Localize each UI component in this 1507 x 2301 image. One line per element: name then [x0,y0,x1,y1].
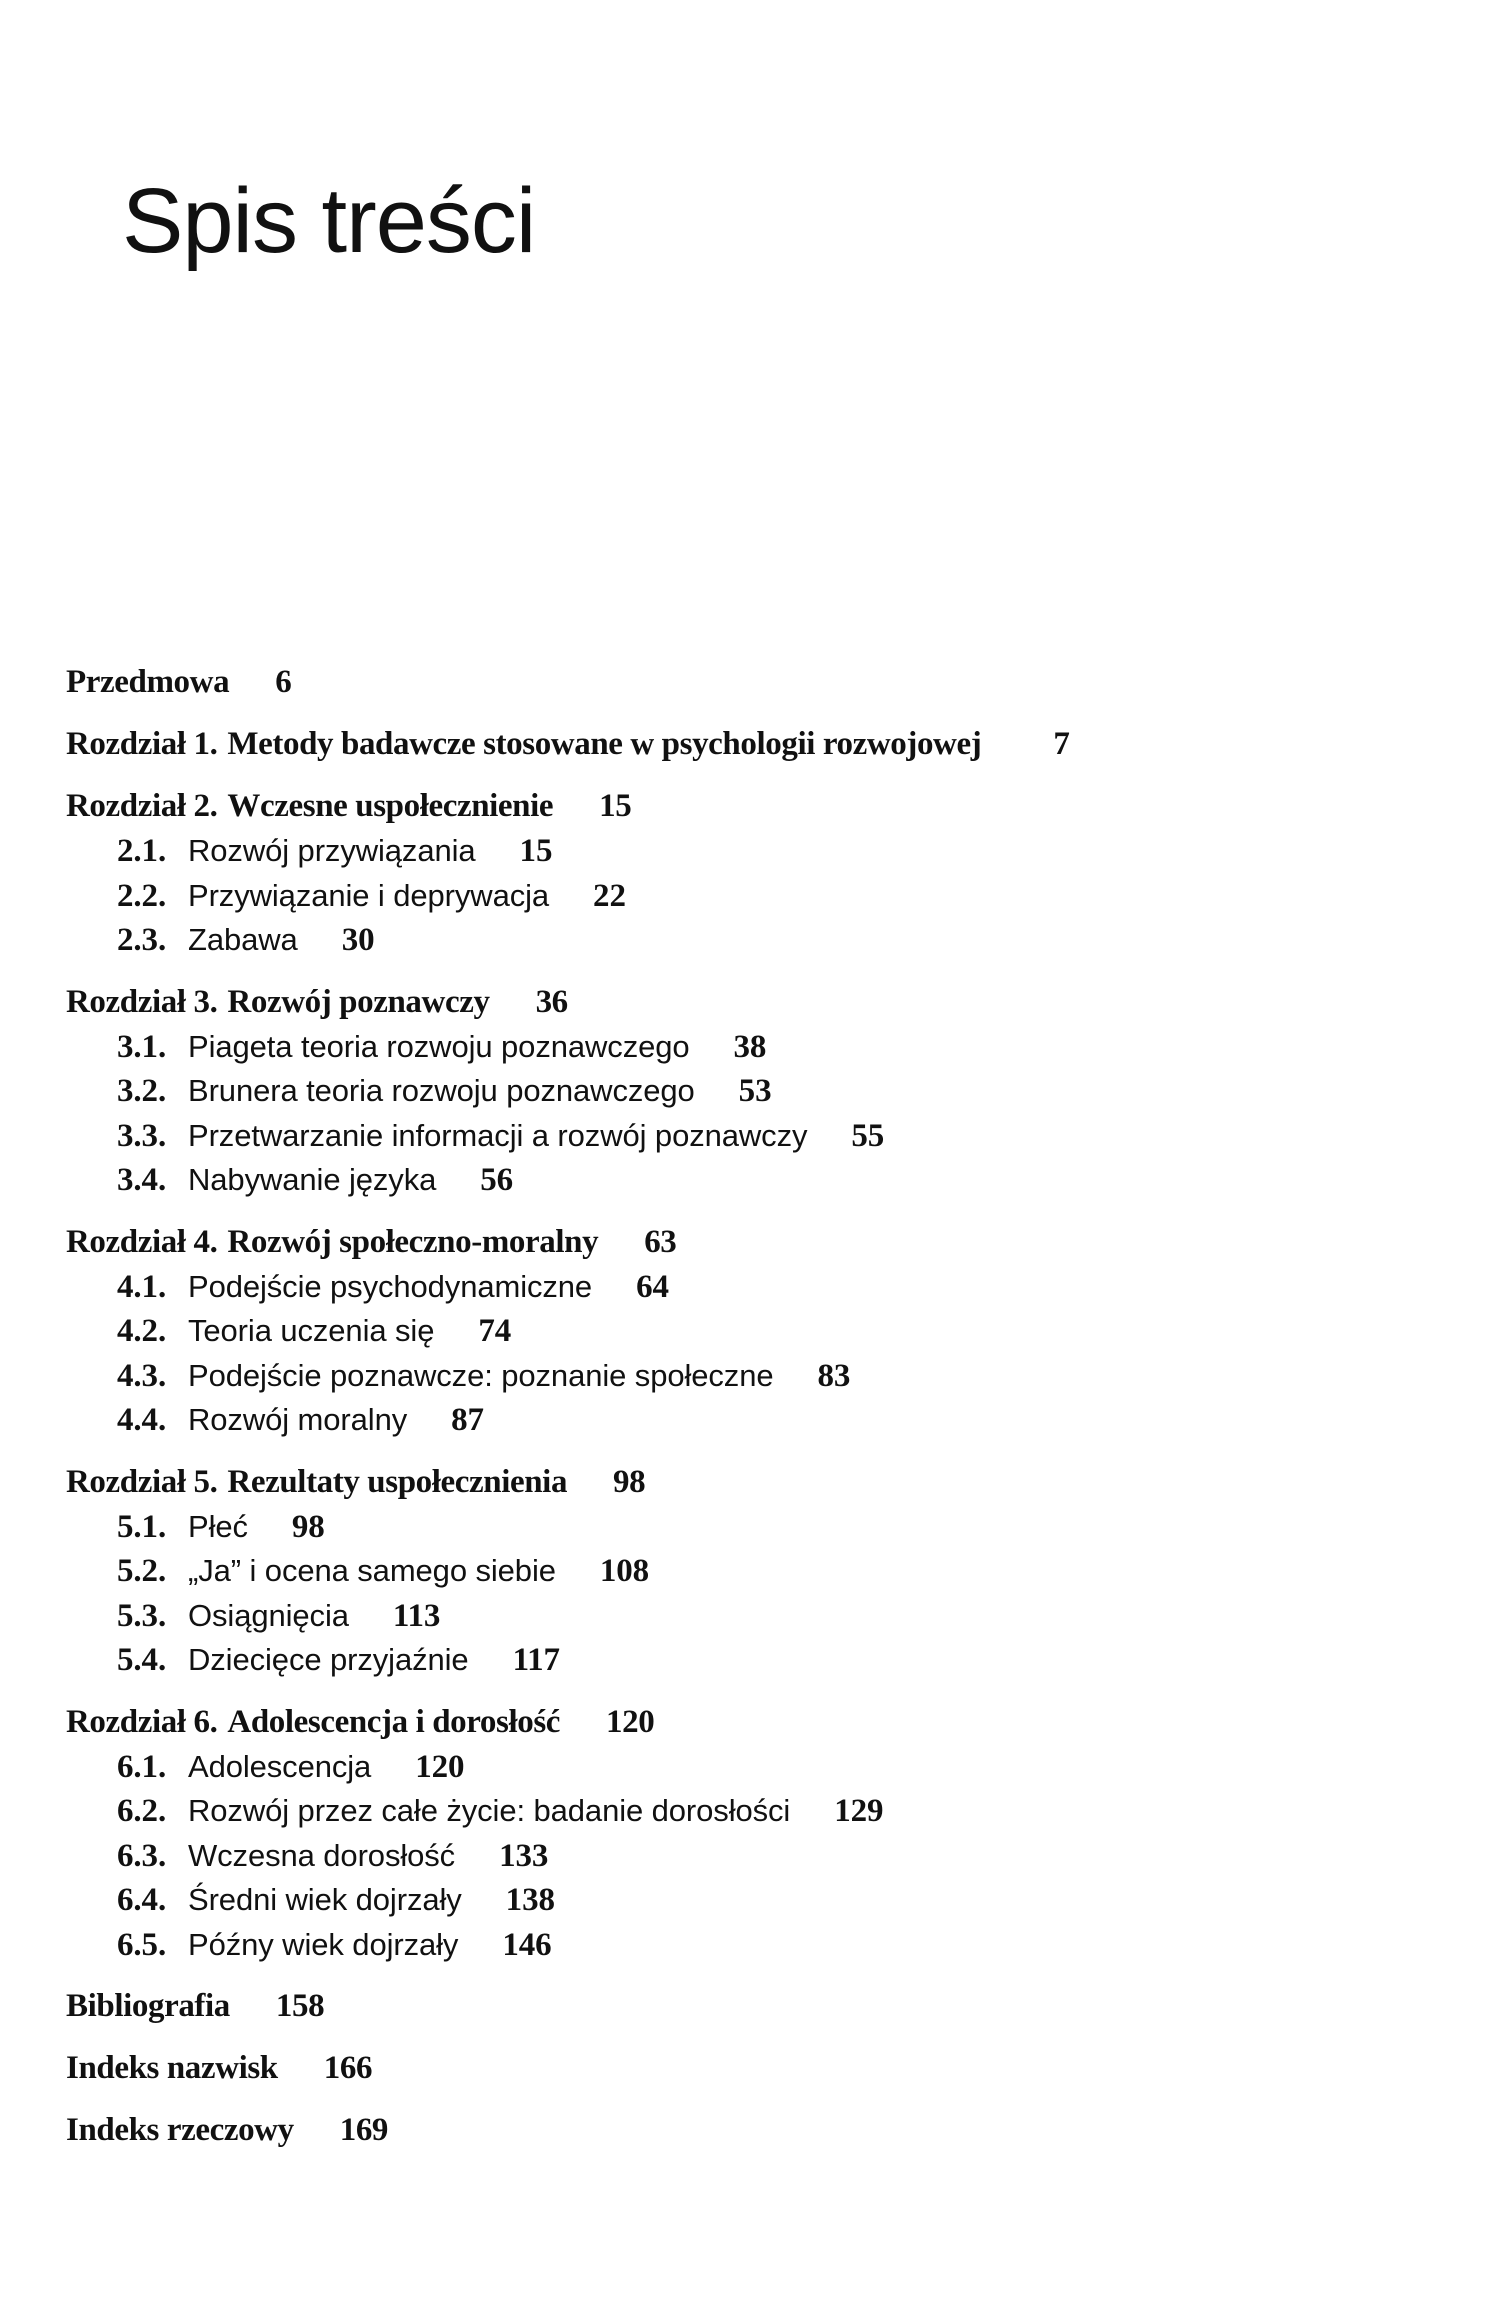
toc-section [66,1114,1466,1159]
section-title: Przetwarzanie informacji a rozwój poznawczy [188,1117,808,1153]
toc-chapter-5 [66,1460,1466,1505]
section-page: 133 [499,1837,549,1874]
section-page: 83 [817,1357,851,1394]
toc-entry-preface [66,660,1466,705]
section-page: 108 [599,1553,650,1589]
chapter-page: 63 [644,1223,677,1260]
section-title: „Ja” i ocena samego siebie [188,1553,556,1588]
section-title: Dziecięce przyjaźnie [188,1642,469,1677]
chapter-title: Rezultaty uspołecznienia [227,1463,568,1500]
toc-entry-bibliography [66,1984,1466,2029]
section-page: 74 [478,1313,512,1349]
section-title: Zabawa [188,922,298,957]
toc-section [66,1265,1466,1310]
section-title: Teoria uczenia się [188,1313,435,1348]
toc-entry-name-index [66,2046,1466,2091]
chapter-label: Rozdział 6. [66,1703,218,1740]
entry-title: Indeks rzeczowy [66,2112,294,2148]
toc-chapter-2 [66,784,1466,829]
section-number: 6.2. [117,1793,167,1829]
toc-section [66,1069,1466,1114]
chapter-page: 36 [535,983,568,1020]
section-title: Przywiązanie i deprywacja [188,877,550,913]
section-page: 53 [738,1073,772,1109]
section-number: 6.1. [117,1748,167,1785]
entry-page: 6 [275,664,292,700]
section-title: Podejście psychodynamiczne [188,1268,593,1304]
toc-section [66,1834,1466,1879]
section-page: 146 [502,1926,552,1963]
toc-entry-subject-index [66,2108,1466,2153]
section-title: Rozwój moralny [188,1402,408,1437]
section-page: 113 [392,1597,441,1634]
section-number: 6.4. [117,1882,167,1918]
toc-section [66,1878,1466,1923]
chapter-title: Adolescencja i dorosłość [227,1703,561,1740]
toc-section [66,829,1466,874]
chapter-page: 120 [606,1703,655,1740]
chapter-title: Rozwój poznawczy [227,983,490,1020]
toc-section [66,1158,1466,1203]
section-page: 38 [733,1028,767,1065]
section-number: 2.2. [117,877,167,914]
toc-section [66,1638,1466,1683]
entry-page: 169 [339,2112,389,2148]
section-title: Piageta teoria rozwoju poznawczego [188,1028,690,1064]
toc-chapter-6 [66,1700,1466,1745]
section-title: Wczesna dorosłość [188,1837,456,1873]
section-number: 5.4. [117,1642,167,1678]
section-number: 3.4. [117,1162,167,1198]
toc-section [66,874,1466,919]
section-title: Nabywanie języka [188,1162,437,1197]
section-title: Adolescencja [188,1748,372,1784]
chapter-title: Metody badawcze stosowane w psychologii rozwojowej [227,726,982,762]
toc-section [66,1549,1466,1594]
section-page: 120 [415,1748,465,1785]
section-title: Podejście poznawcze: poznanie społeczne [188,1357,774,1393]
section-page: 129 [834,1793,884,1829]
toc-chapter-4 [66,1220,1466,1265]
toc-section [66,1398,1466,1443]
chapter-title: Rozwój społeczno-moralny [227,1223,599,1260]
chapter-label: Rozdział 4. [66,1223,218,1260]
section-page: 98 [291,1508,325,1545]
entry-title: Indeks nazwisk [66,2050,278,2086]
section-title: Rozwój przywiązania [188,833,476,868]
entry-title: Bibliografia [66,1988,230,2024]
chapter-page: 15 [599,788,632,824]
section-page: 30 [341,922,375,958]
section-number: 3.3. [117,1117,167,1154]
section-title: Średni wiek dojrzały [188,1882,462,1917]
toc-section [66,1354,1466,1399]
section-page: 87 [451,1402,484,1438]
table-of-contents [66,660,1466,2153]
section-number: 5.2. [117,1553,167,1589]
section-title: Rozwój przez całe życie: badanie dorosłości [188,1793,791,1828]
chapter-label: Rozdział 2. [66,788,218,824]
toc-section [66,918,1466,963]
toc-chapter-1 [66,722,1466,767]
section-number: 5.3. [117,1597,167,1634]
chapter-label: Rozdział 5. [66,1463,218,1500]
section-number: 5.1. [117,1508,167,1545]
section-title: Późny wiek dojrzały [188,1926,459,1962]
section-title: Płeć [188,1508,248,1544]
section-number: 6.3. [117,1837,167,1874]
section-number: 3.1. [117,1028,167,1065]
chapter-label: Rozdział 1. [66,726,218,762]
page-title: Spis treści [122,170,536,272]
section-number: 4.1. [117,1268,167,1305]
chapter-title: Wczesne uspołecznienie [227,788,554,824]
section-number: 4.4. [117,1402,167,1438]
chapter-page: 7 [1053,726,1070,762]
toc-section [66,1025,1466,1070]
section-page: 22 [593,877,626,914]
section-page: 56 [480,1162,514,1198]
section-number: 4.3. [117,1357,167,1394]
entry-page: 158 [275,1988,325,2024]
section-page: 117 [512,1642,560,1678]
section-title: Brunera teoria rozwoju poznawczego [188,1073,695,1108]
section-number: 2.3. [117,922,167,958]
section-page: 15 [519,833,553,869]
section-number: 3.2. [117,1073,167,1109]
section-number: 4.2. [117,1313,167,1349]
chapter-label: Rozdział 3. [66,983,218,1020]
chapter-page: 98 [613,1463,646,1500]
toc-section [66,1505,1466,1550]
section-number: 6.5. [117,1926,167,1963]
entry-title: Przedmowa [66,664,230,700]
toc-chapter-3 [66,980,1466,1025]
section-number: 2.1. [117,833,167,869]
section-page: 55 [851,1117,885,1154]
section-page: 138 [505,1882,555,1918]
section-page: 64 [636,1268,669,1305]
toc-section [66,1309,1466,1354]
toc-section [66,1745,1466,1790]
toc-section [66,1923,1466,1968]
entry-page: 166 [323,2050,373,2086]
toc-section [66,1594,1466,1639]
toc-section [66,1789,1466,1834]
section-title: Osiągnięcia [188,1597,349,1633]
